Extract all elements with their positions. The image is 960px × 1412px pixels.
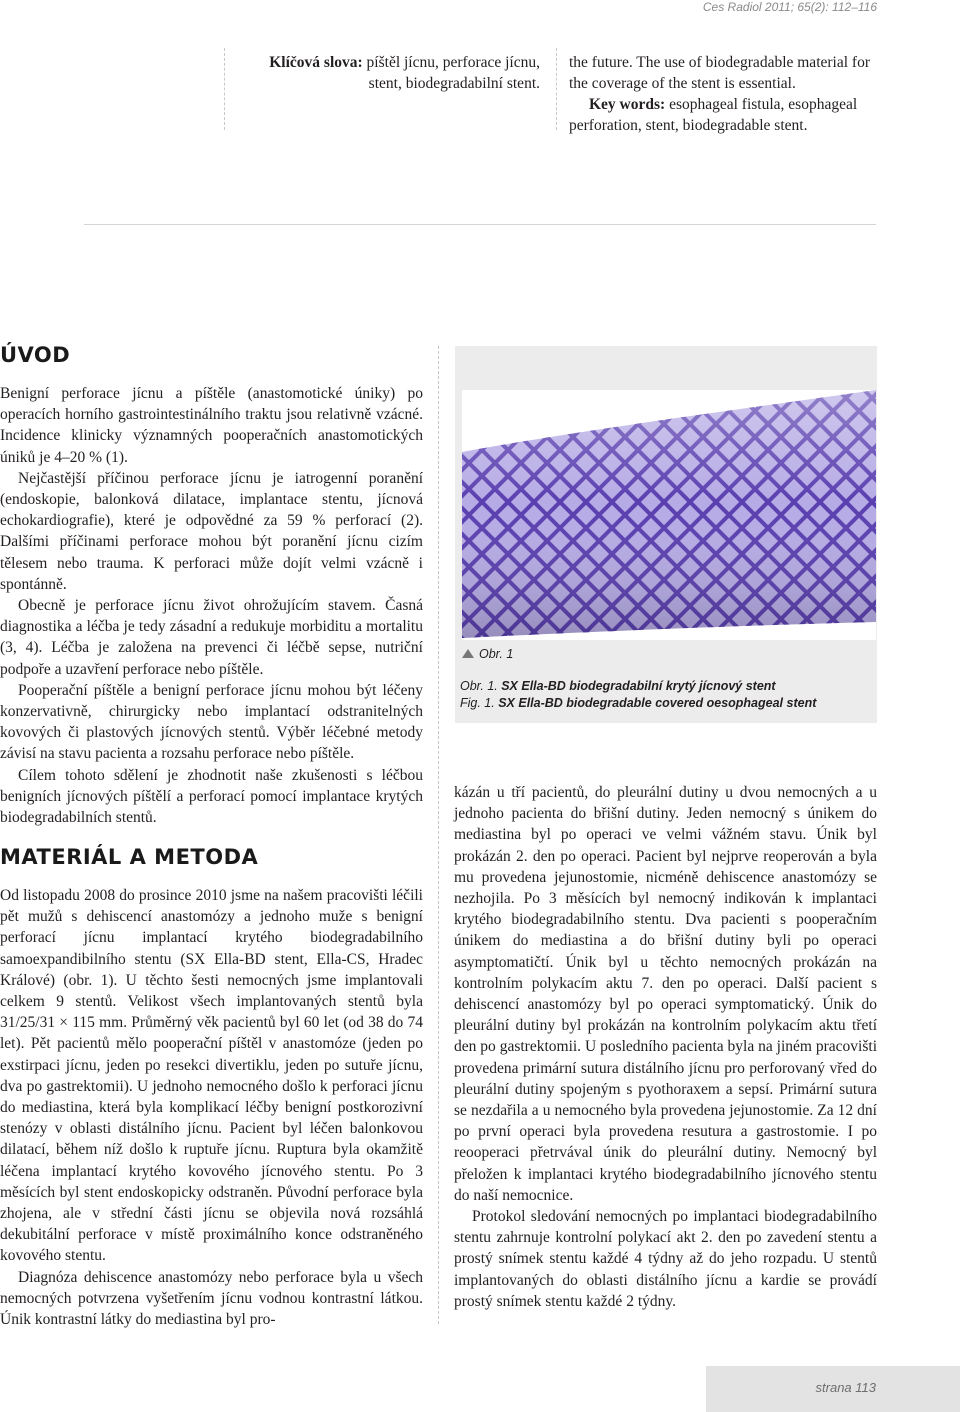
journal-reference <box>0 0 960 16</box>
keywords-text: píštěl jícnu, perforace jícnu, stent, biodegradabilní stent. <box>362 54 540 92</box>
abstract-separator <box>84 224 876 225</box>
keywords-en-label: Key words: <box>589 96 666 113</box>
paragraph: Pooperační píštěle a benigní perforace jícnu mohou být léčeny konzervativně, chirurgicky nebo implantací odstranitelných kovových či plastových jícnových stentů. Výběr léčebné metody závisí na stavu pacienta a rozsahu perforace nebo píštěle. <box>0 681 423 763</box>
journal-reference-text: Ces Radiol 2011; 65(2): 112–116 <box>702 0 877 14</box>
paragraph: kázán u tří pacientů, do pleurální dutiny u dvou nemocných a u jednoho pacienta do břišní dutiny. Jeden nemocný s únikem do mediastina byl po operaci ve velmi vážném stavu. Únik byl prokázán 2. den po operaci. Pacient byl nejprve reoperován a byla mu provedena jejunostomie, nicméně dehiscence anastomózy se nezhojila. Po 3 měsících byl nemocný indikován k implantaci krytého biodegradabilního stentu. Dva pacienti s pooperačním únikem do mediastina a do břišní dutiny byli po operaci asymptomatičtí. Únik byl u těchto nemocných prokázán na kontrolním polykacím aktu 7. den po operaci. Další pacient s dehiscencí anastomózy byl po operaci symptomatický. Únik do pleurální dutiny byl prokázán na kontrolním polykacím aktu třetí den po gastrektomii. U posledního pacienta byla na jiném pracovišti provedena primární sutura distálního jícnu pro perforovaný vřed do pleurální dutiny spojeným s pyothoraxem a sepsí. Primární sutura se nezdařila a u nemocného byla provedena jejunostomie. Za 12 dní po první operaci byla provedena resutura a gastrostomie. I po reooperaci přetrvával únik do pleurální dutiny. Nemocný byl přeložen k implantaci krytého biodegradabilního jícnového stentu do naší nemocnice. <box>454 784 877 1204</box>
figure-tag <box>462 647 513 661</box>
abstract-english <box>569 52 879 136</box>
right-column-body <box>454 782 877 1312</box>
caption-en-text: SX Ella-BD biodegradable covered oesophageal stent <box>494 696 817 710</box>
figure-1 <box>455 346 877 723</box>
triangle-up-icon <box>462 649 474 658</box>
paragraph: Diagnóza dehiscence anastomózy nebo perforace byla u všech nemocných potvrzena vyšetřením jícnu vodnou kontrastní látkou. Únik kontrastní látky do mediastina byl pro- <box>0 1268 423 1329</box>
keywords-label: Klíčová slova: <box>269 54 363 71</box>
keywords-en-text: esophageal fistula, esophageal perforation, stent, biodegradable stent. <box>569 96 858 134</box>
keywords-czech <box>234 52 540 94</box>
column-divider-top-middle <box>556 48 557 130</box>
caption-cz-label: Obr. 1. <box>460 679 498 693</box>
page-number-tab <box>706 1366 960 1412</box>
paragraph: Obecně je perforace jícnu život ohrožujícím stavem. Časná diagnostika a léčba je tedy zásadní a redukuje morbiditu a mortalitu (3, 4). Léčba je založena na prevenci či léčbě sepse, nutriční podpoře a uzavření perforace nebo píštěle. <box>0 597 423 678</box>
stent-illustration <box>462 390 876 640</box>
uvod-body <box>0 383 423 828</box>
paragraph: Protokol sledování nemocných po implantaci biodegradabilního stentu zahrnuje kontrolní polykací akt 2. den po zavedení stentu a prostý snímek stentu každé 4 týdny až do jeho rozpadu. U stentů implantovaných do oblasti distálního jícnu a kardie se provádí prostý snímek stentu každé 2 týdny. <box>454 1208 877 1310</box>
caption-cz-text: SX Ella-BD biodegradabilní krytý jícnový stent <box>497 679 776 693</box>
column-divider-main <box>438 346 439 1324</box>
column-divider-top-left <box>224 48 225 130</box>
stent-photo <box>462 390 876 640</box>
page-number: strana 113 <box>815 1380 876 1395</box>
section-heading-uvod: ÚVOD <box>0 343 71 367</box>
caption-en-label: Fig. 1. <box>460 696 495 710</box>
figure-tag-text: Obr. 1 <box>479 647 514 661</box>
keywords-english <box>569 94 879 136</box>
metoda-body <box>0 885 423 1330</box>
paragraph: Nejčastější příčinou perforace jícnu je iatrogenní poranění (endoskopie, balonková dilatace, implantace stentu, jícnová echokardiografie), které je odpovědné za 59 % perforací (2). Dalšími příčinami perforace mohou být poranění jícnu cizím tělesem nebo trauma. K perforaci může dojít velmi vzácně i spontánně. <box>0 469 423 593</box>
paragraph: Od listopadu 2008 do prosince 2010 jsme na našem pracovišti léčili pět mužů s dehiscencí anastomózy a jednoho muže s benigní perforací jícnu implantací krytého biodegradabilního samoexpandibilního stentu (SX Ella-BD stent, Ella-CS, Hradec Králové) (obr. 1). U těchto šesti nemocných jsme implantovali celkem 9 stentů. Velikost všech implantovaných stentů byla 31/25/31 × 115 mm. Průměrný věk pacientů byl 60 let (od 38 do 74 let). Pět pacientů mělo pooperační píštěl v anastomóze (jeden po exstirpaci jícnu, jeden po resekci divertiklu, jeden po sutuře jícnu, dva po gastrektomii). U jednoho nemocného došlo k perforaci jícnu do mediastina, která byla komplikací léčby benigní postkorozivní stenózy v oblasti distálního jícnu. Pacient byl léčen balonkovou dilatací, během níž došlo k ruptuře jícnu. Ruptura byla okamžitě léčena implantací krytého kovového jícnového stentu. Po 3 měsících byl stent endoskopicky odstraněn. Původní perforace byla zhojena, ale v střední části jícnu se objevila nová rozsáhlá dekubitální perforace v místě proximálního konce odstraněného kovového stentu. <box>0 887 423 1265</box>
figure-caption-czech <box>460 678 776 695</box>
paragraph: Cílem tohoto sdělení je zhodnotit naše zkušenosti s léčbou benigních jícnových píštělí a perforací pomocí implantace krytých biodegradabilních stentů. <box>0 766 423 827</box>
section-heading-material-metoda: MATERIÁL A METODA <box>0 845 259 869</box>
abstract-end-text: the future. The use of biodegradable material for the coverage of the stent is essential. <box>569 54 870 92</box>
figure-caption-english <box>460 695 816 712</box>
paragraph: Benigní perforace jícnu a píštěle (anastomotické úniky) po operacích horního gastrointestinálního traktu jsou relativně vzácné. Incidence klinicky významných pooperačních anastomotických úniků je 4–20 % (1). <box>0 385 423 466</box>
